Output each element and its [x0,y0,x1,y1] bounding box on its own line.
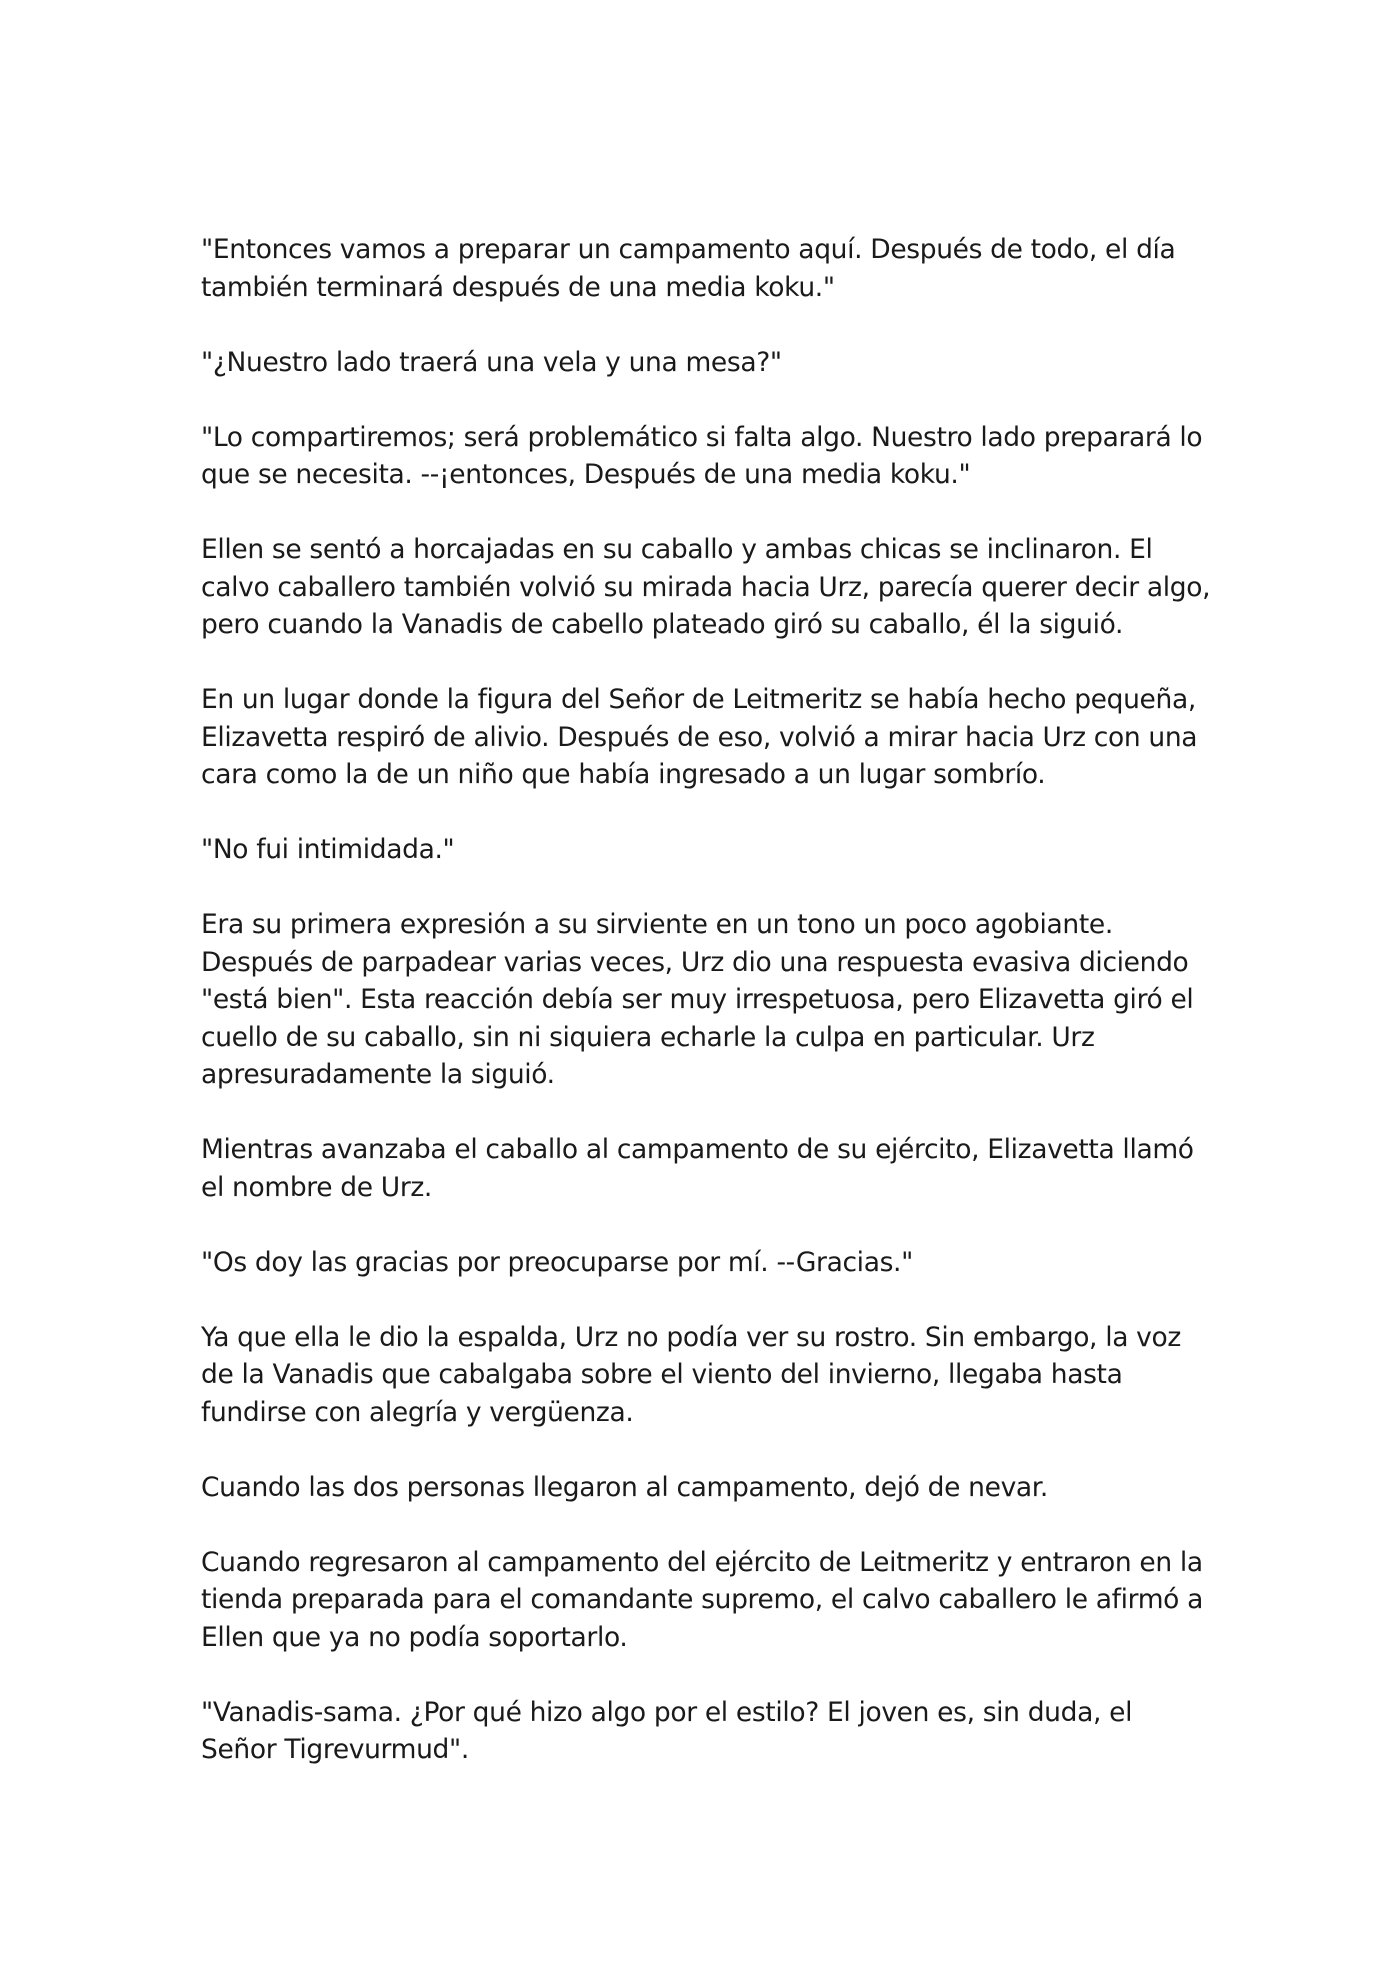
paragraph: "¿Nuestro lado traerá una vela y una mesa?" [201,346,782,378]
body-text [201,231,1211,1806]
paragraph: Mientras avanzaba el caballo al campamento de su ejército, Elizavetta llamó el nombre de Urz. [201,1134,1194,1203]
paragraph: "Lo compartiremos; será problemático si falta algo. Nuestro lado preparará lo que se necesita. --¡entonces, Después de una media koku." [201,421,1203,490]
paragraph: Cuando regresaron al campamento del ejército de Leitmeritz y entraron en la tienda preparada para el comandante supremo, el calvo caballero le afirmó a Ellen que ya no podía soportarlo. [201,1546,1203,1653]
paragraph: Cuando las dos personas llegaron al campamento, dejó de nevar. [201,1471,1048,1503]
paragraph: Ellen se sentó a horcajadas en su caballo y ambas chicas se inclinaron. El calvo caballero también volvió su mirada hacia Urz, parecía querer decir algo, pero cuando la Vanadis de cabello plateado giró su caballo, él la siguió. [201,534,1211,640]
paragraph: Era su primera expresión a su sirviente en un tono un poco agobiante. Después de parpadear varias veces, Urz dio una respuesta evasiva diciendo "está bien". Esta reacción debía ser muy irrespetuosa, pero Elizavetta giró el cuello de su caballo, sin ni siquiera echarle la culpa en particular. Urz apresuradamente la siguió. [201,909,1194,1090]
paragraph: Ya que ella le dio la espalda, Urz no podía ver su rostro. Sin embargo, la voz de la Vanadis que cabalgaba sobre el viento del invierno, llegaba hasta fundirse con alegría y vergüenza. [201,1321,1181,1428]
paragraph: En un lugar donde la figura del Señor de Leitmeritz se había hecho pequeña, Elizavetta respiró de alivio. Después de eso, volvió a mirar hacia Urz con una cara como la de un niño que había ingresado a un lugar sombrío. [201,684,1198,790]
paragraph: "Vanadis-sama. ¿Por qué hizo algo por el estilo? El joven es, sin duda, el Señor Tigrevurmud". [201,1696,1133,1765]
paragraph: "No fui intimidada." [201,834,455,865]
paragraph: "Entonces vamos a preparar un campamento aquí. Después de todo, el día también terminará después de una media koku." [201,234,1176,303]
paragraph: "Os doy las gracias por preocuparse por mí. --Gracias." [201,1246,913,1278]
